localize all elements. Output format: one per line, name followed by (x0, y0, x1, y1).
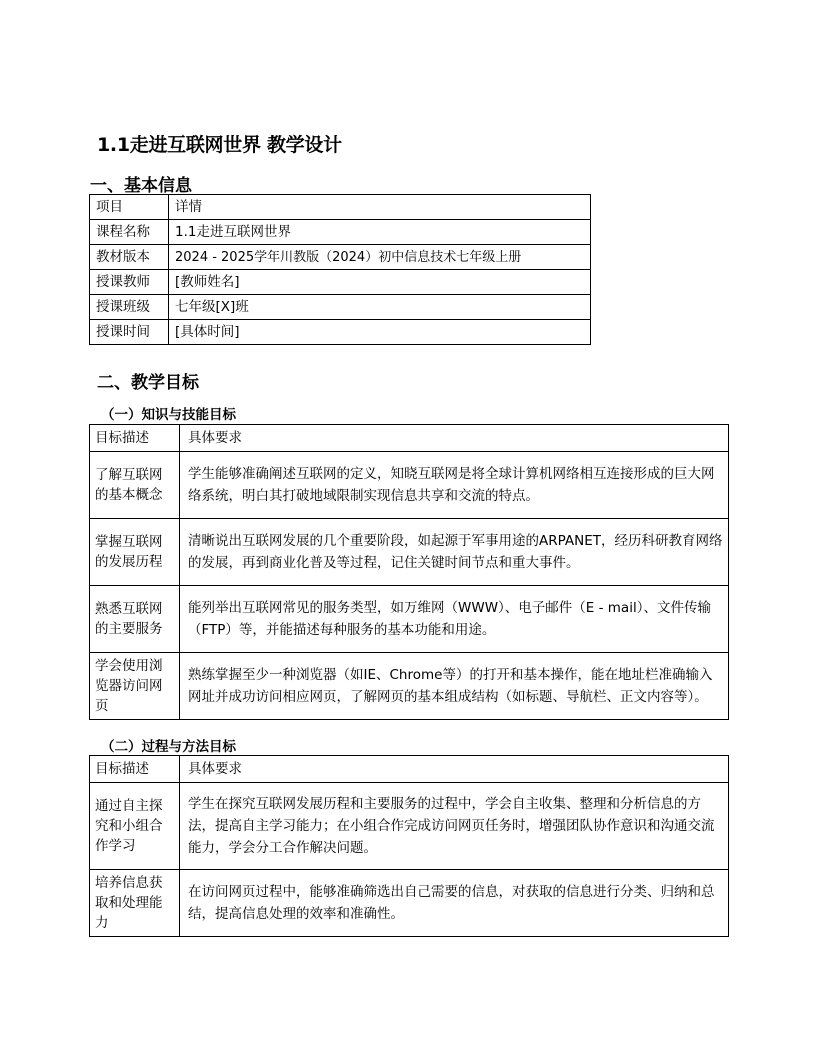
section-objectives-heading: 二、教学目标 (97, 373, 199, 393)
objective-detail: 能列举出互联网常见的服务类型，如万维网（WWW）、电子邮件（E - mail）、文件传输（FTP）等，并能描述每种服务的基本功能和用途。 (180, 586, 729, 653)
subsection-process-heading: （二）过程与方法目标 (101, 739, 236, 755)
row-value: [具体时间] (169, 320, 591, 345)
row-label: 授课时间 (90, 320, 169, 345)
objective-detail: 在访问网页过程中，能够准确筛选出自己需要的信息，对获取的信息进行分类、归纳和总结，提高信息处理的效率和准确性。 (180, 870, 729, 937)
header-cell: 目标描述 (90, 425, 180, 452)
objective-label: 熟悉互联网的主要服务 (90, 586, 180, 653)
row-label: 教材版本 (90, 245, 169, 270)
header-cell: 项目 (90, 195, 169, 220)
table-header-row (90, 425, 729, 452)
objective-label: 培养信息获取和处理能力 (90, 870, 180, 937)
row-value: [教师姓名] (169, 270, 591, 295)
objective-label: 掌握互联网的发展历程 (90, 519, 180, 586)
objective-detail: 学生能够准确阐述互联网的定义，知晓互联网是将全球计算机网络相互连接形成的巨大网络系统，明白其打破地域限制实现信息共享和交流的特点。 (180, 452, 729, 519)
objective-label: 学会使用浏览器访问网页 (90, 653, 180, 720)
process-methods-table (89, 755, 729, 937)
header-cell: 目标描述 (90, 756, 180, 783)
document-title: 1.1走进互联网世界 教学设计 (97, 134, 342, 156)
table-row (90, 220, 591, 245)
table-row (90, 452, 729, 519)
row-value: 2024 - 2025学年川教版（2024）初中信息技术七年级上册 (169, 245, 591, 270)
table-row (90, 783, 729, 870)
table-row (90, 320, 591, 345)
table-row (90, 270, 591, 295)
objective-label: 了解互联网的基本概念 (90, 452, 180, 519)
table-header-row (90, 756, 729, 783)
table-row (90, 295, 591, 320)
row-label: 课程名称 (90, 220, 169, 245)
row-value: 1.1走进互联网世界 (169, 220, 591, 245)
table-row (90, 653, 729, 720)
objective-label: 通过自主探究和小组合作学习 (90, 783, 180, 870)
row-value: 七年级[X]班 (169, 295, 591, 320)
header-cell: 具体要求 (180, 756, 729, 783)
table-row (90, 245, 591, 270)
row-label: 授课教师 (90, 270, 169, 295)
basic-info-table (89, 194, 591, 345)
table-row (90, 870, 729, 937)
knowledge-skills-table (89, 424, 729, 720)
row-label: 授课班级 (90, 295, 169, 320)
header-cell: 详情 (169, 195, 591, 220)
section-basic-info-heading: 一、基本信息 (90, 176, 192, 196)
objective-detail: 学生在探究互联网发展历程和主要服务的过程中，学会自主收集、整理和分析信息的方法，提高自主学习能力；在小组合作完成访问网页任务时，增强团队协作意识和沟通交流能力，学会分工合作解决问题。 (180, 783, 729, 870)
table-row (90, 519, 729, 586)
objective-detail: 清晰说出互联网发展的几个重要阶段，如起源于军事用途的ARPANET，经历科研教育网络的发展，再到商业化普及等过程，记住关键时间节点和重大事件。 (180, 519, 729, 586)
header-cell: 具体要求 (180, 425, 729, 452)
objective-detail: 熟练掌握至少一种浏览器（如IE、Chrome等）的打开和基本操作，能在地址栏准确输入网址并成功访问相应网页，了解网页的基本组成结构（如标题、导航栏、正文内容等）。 (180, 653, 729, 720)
subsection-knowledge-heading: （一）知识与技能目标 (101, 407, 236, 423)
table-header-row (90, 195, 591, 220)
table-row (90, 586, 729, 653)
